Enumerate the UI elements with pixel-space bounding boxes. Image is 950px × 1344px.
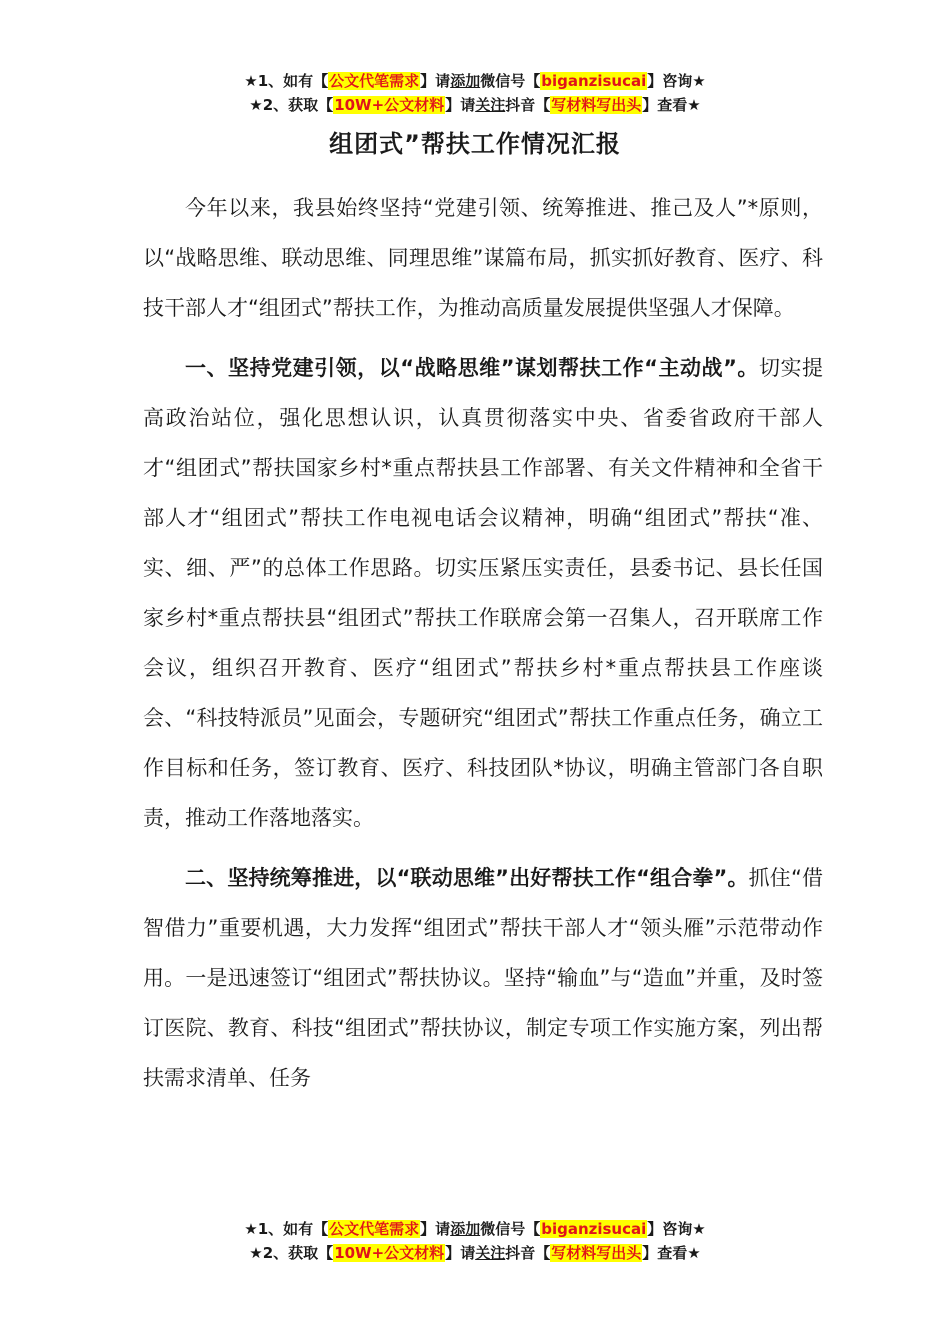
promo-highlight: 写材料写出头 xyxy=(551,96,642,114)
promo-line-2 xyxy=(0,1241,950,1265)
promo-underline: 添加 xyxy=(450,72,481,90)
section-1 xyxy=(143,343,823,843)
promo-underline: 关注 xyxy=(475,1244,506,1262)
promo-text: 】请 xyxy=(445,96,476,114)
promo-highlight: 10W+公文材料 xyxy=(334,1244,445,1262)
section-2-heading: 二、坚持统筹推进，以“联动思维”出好帮扶工作“组合拳”。 xyxy=(185,866,749,890)
promo-text: 】咨询★ xyxy=(647,72,706,90)
document-title: 组团式”帮扶工作情况汇报 xyxy=(329,130,621,158)
promo-text: ★1、如有【 xyxy=(244,1220,329,1238)
promo-text: 】咨询★ xyxy=(647,1220,706,1238)
promo-text: ★2、获取【 xyxy=(249,1244,334,1262)
promo-highlight: biganzisucai xyxy=(541,1220,647,1238)
promo-highlight: biganzisucai xyxy=(541,72,647,90)
promo-banner-bottom xyxy=(0,1217,950,1265)
promo-highlight: 公文代笔需求 xyxy=(329,72,420,90)
promo-banner-top xyxy=(0,69,950,117)
promo-line-1 xyxy=(0,69,950,93)
promo-line-2 xyxy=(0,93,950,117)
document-body xyxy=(143,183,823,1103)
promo-underline: 关注 xyxy=(475,96,506,114)
promo-text: 抖音【 xyxy=(505,96,551,114)
promo-text: ★1、如有【 xyxy=(244,72,329,90)
promo-highlight: 10W+公文材料 xyxy=(334,96,445,114)
promo-underline: 添加 xyxy=(450,1220,481,1238)
promo-text: ★2、获取【 xyxy=(249,96,334,114)
promo-text: 】查看★ xyxy=(642,96,701,114)
paragraph-intro: 今年以来，我县始终坚持“党建引领、统筹推进、推己及人”*原则，以“战略思维、联动思维、同理思维”谋篇布局，抓实抓好教育、医疗、科技干部人才“组团式”帮扶工作，为推动高质量发展提供坚强人才保障。 xyxy=(143,196,823,320)
section-1-body: 切实提高政治站位，强化思想认识，认真贯彻落实中央、省委省政府干部人才“组团式”帮扶国家乡村*重点帮扶县工作部署、有关文件精神和全省干部人才“组团式”帮扶工作电视电话会议精神，明确“组团式”帮扶“准、实、细、严”的总体工作思路。切实压紧压实责任，县委书记、县长任国家乡村*重点帮扶县“组团式”帮扶工作联席会第一召集人，召开联席工作会议，组织召开教育、医疗“组团式”帮扶乡村*重点帮扶县工作座谈会、“科技特派员”见面会，专题研究“组团式”帮扶工作重点任务，确立工作目标和任务，签订教育、医疗、科技团队*协议，明确主管部门各自职责，推动工作落地落实。 xyxy=(143,356,823,830)
section-2 xyxy=(143,853,823,1103)
promo-highlight: 公文代笔需求 xyxy=(329,1220,420,1238)
promo-highlight: 写材料写出头 xyxy=(551,1244,642,1262)
promo-text: 】查看★ xyxy=(642,1244,701,1262)
section-2-body: 抓住“借智借力”重要机遇，大力发挥“组团式”帮扶干部人才“领头雁”示范带动作用。一是迅速签订“组团式”帮扶协议。坚持“输血”与“造血”并重，及时签订医院、教育、科技“组团式”帮扶协议，制定专项工作实施方案，列出帮扶需求清单、任务 xyxy=(143,866,823,1090)
promo-text: 微信号【 xyxy=(480,72,541,90)
promo-text: 】请 xyxy=(420,72,451,90)
promo-text: 抖音【 xyxy=(505,1244,551,1262)
promo-text: 微信号【 xyxy=(480,1220,541,1238)
promo-line-1 xyxy=(0,1217,950,1241)
section-1-heading: 一、坚持党建引领，以“战略思维”谋划帮扶工作“主动战”。 xyxy=(185,356,759,380)
promo-text: 】请 xyxy=(445,1244,476,1262)
promo-text: 】请 xyxy=(420,1220,451,1238)
